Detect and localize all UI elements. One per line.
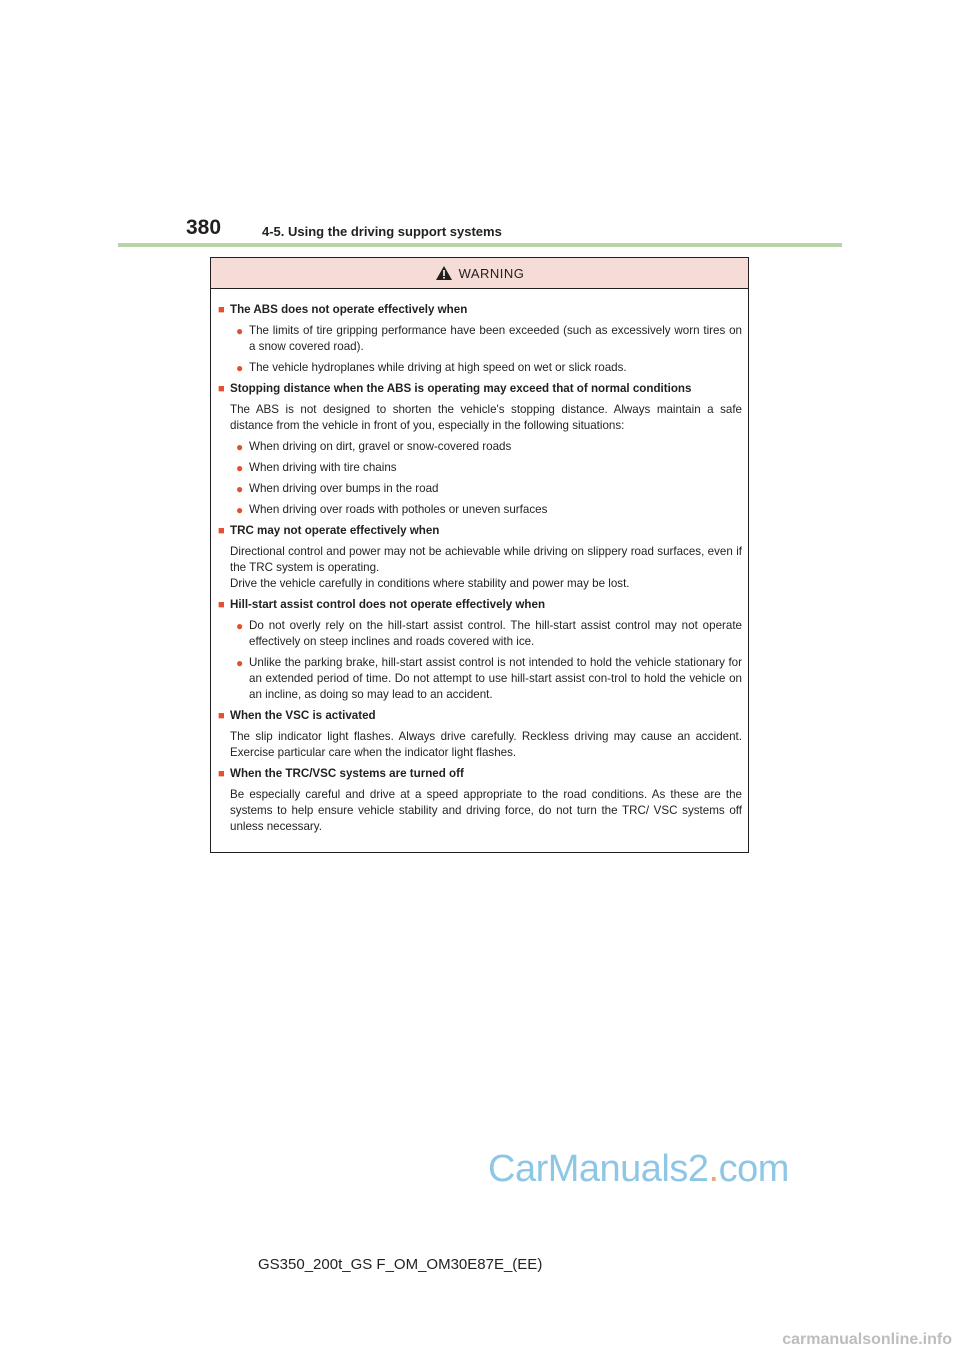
section-heading-text: TRC may not operate effectively when	[230, 524, 440, 537]
list-item	[218, 439, 742, 455]
paragraph	[218, 402, 742, 434]
paragraph-text: The ABS is not designed to shorten the vehicle's stopping distance. Always maintain a safe distance from the vehicle in front of you, especially in the following situations:	[230, 403, 742, 432]
list-item	[218, 323, 742, 355]
page-number: 380	[186, 216, 222, 239]
warning-header	[211, 258, 748, 289]
section-heading	[218, 523, 742, 539]
warning-label: WARNING	[458, 265, 525, 281]
section-heading	[218, 597, 742, 613]
paragraph-text: The slip indicator light flashes. Always drive carefully. Reckless driving may cause an accident. Exercise particular care when the indicator light flashes.	[230, 730, 742, 759]
footer-code: GS350_200t_GS F_OM_OM30E87E_(EE)	[258, 1256, 543, 1273]
circle-bullet-icon: ●	[236, 461, 244, 475]
list-item	[218, 460, 742, 476]
warning-triangle-icon	[435, 265, 453, 281]
watermark-link[interactable]	[488, 1148, 789, 1191]
paragraph	[218, 544, 742, 592]
square-bullet-icon: ■	[218, 383, 225, 395]
list-item-text: When driving with tire chains	[249, 461, 397, 474]
paragraph-text: Directional control and power may not be achievable while driving on slippery road surfaces, even if the TRC system is operating.	[230, 545, 742, 574]
circle-bullet-icon: ●	[236, 324, 244, 338]
square-bullet-icon: ■	[218, 304, 225, 316]
paragraph	[218, 729, 742, 761]
section-heading	[218, 381, 742, 397]
warning-body	[211, 289, 748, 835]
circle-bullet-icon: ●	[236, 619, 244, 633]
list-item	[218, 481, 742, 497]
list-item-text: When driving on dirt, gravel or snow-covered roads	[249, 440, 512, 453]
list-item-text: Unlike the parking brake, hill-start assist control is not intended to hold the vehicle stationary for an extended period of time. Do not attempt to use hill-start assist con-trol to hold the vehicle on an incline, as doing so may lead to an accident.	[249, 656, 742, 701]
header-rule	[118, 243, 842, 247]
list-item-text: Do not overly rely on the hill-start assist control. The hill-start assist control may not operate effectively on steep inclines and roads covered with ice.	[249, 619, 742, 648]
section-heading-text: The ABS does not operate effectively when	[230, 303, 468, 316]
section-heading-text: When the TRC/VSC systems are turned off	[230, 767, 464, 780]
paragraph-text: Drive the vehicle carefully in conditions where stability and power may be lost.	[230, 577, 630, 590]
square-bullet-icon: ■	[218, 768, 225, 780]
watermark-text-right: com	[718, 1148, 789, 1190]
list-item	[218, 618, 742, 650]
circle-bullet-icon: ●	[236, 503, 244, 517]
square-bullet-icon: ■	[218, 710, 225, 722]
site-mark-link[interactable]: carmanualsonline.info	[782, 1331, 952, 1348]
square-bullet-icon: ■	[218, 599, 225, 611]
section-heading-text: When the VSC is activated	[230, 709, 376, 722]
list-item-text: When driving over bumps in the road	[249, 482, 439, 495]
square-bullet-icon: ■	[218, 525, 225, 537]
paragraph	[218, 787, 742, 835]
list-item-text: The vehicle hydroplanes while driving at high speed on wet or slick roads.	[249, 361, 627, 374]
list-item-text: When driving over roads with potholes or uneven surfaces	[249, 503, 548, 516]
section-heading	[218, 708, 742, 724]
paragraph-text: Be especially careful and drive at a speed appropriate to the road conditions. As these are the systems to help ensure vehicle stability and driving force, do not turn the TRC/ VSC systems off unless necessary.	[230, 788, 742, 833]
section-heading	[218, 766, 742, 782]
list-item	[218, 655, 742, 703]
list-item	[218, 502, 742, 518]
circle-bullet-icon: ●	[236, 361, 244, 375]
section-heading	[218, 302, 742, 318]
list-item	[218, 360, 742, 376]
watermark-text-left: CarManuals2	[488, 1148, 709, 1190]
section-title: 4-5. Using the driving support systems	[262, 224, 502, 239]
circle-bullet-icon: ●	[236, 656, 244, 670]
circle-bullet-icon: ●	[236, 440, 244, 454]
section-heading-text: Stopping distance when the ABS is operating may exceed that of normal conditions	[230, 382, 692, 395]
watermark-dot: .	[708, 1148, 719, 1190]
circle-bullet-icon: ●	[236, 482, 244, 496]
warning-box	[210, 257, 749, 853]
section-heading-text: Hill-start assist control does not operate effectively when	[230, 598, 546, 611]
list-item-text: The limits of tire gripping performance have been exceeded (such as excessively worn tires on a snow covered road).	[249, 324, 742, 353]
